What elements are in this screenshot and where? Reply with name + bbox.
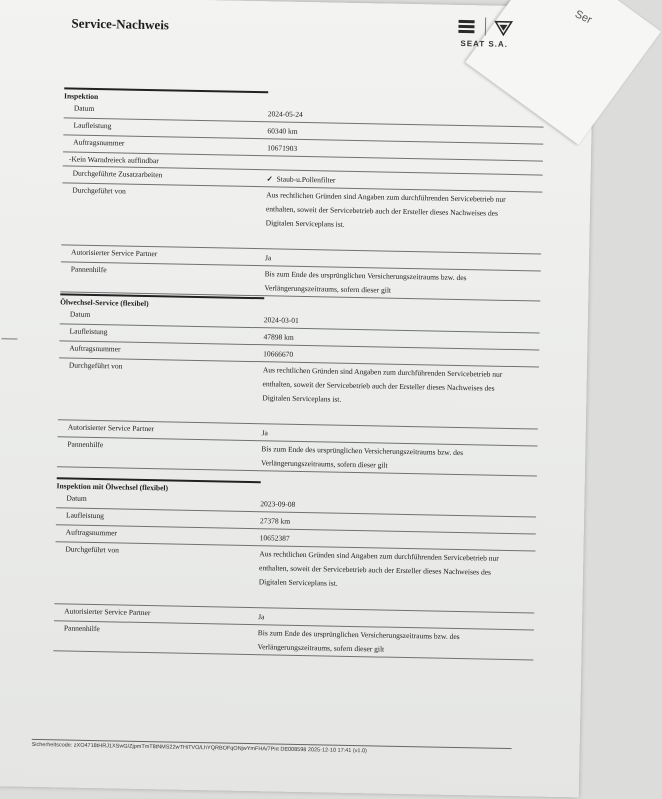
brand-block bbox=[439, 13, 530, 50]
section-oelwechsel bbox=[57, 293, 540, 476]
row-label: Durchgeführt von bbox=[59, 358, 263, 373]
section-heading: Inspektion mit Ölwechsel (flexibel) bbox=[57, 477, 261, 495]
row-label: Autorisierter Service Partner bbox=[61, 245, 265, 260]
row-label: Datum bbox=[64, 101, 268, 116]
row-label: Datum bbox=[56, 491, 260, 506]
row-value: Bis zum Ende des ursprünglichen Versicherungszeitraums bzw. des Verlängerungszeitraums, sofern dieser gilt bbox=[261, 441, 538, 475]
section-inspektion-oelwechsel bbox=[53, 477, 536, 660]
row-label: Durchgeführt von bbox=[55, 542, 259, 557]
row-value: Aus rechtlichen Gründen sind Angaben zum durchführenden Servicebetrieb nur enthalten, soweit der Servicebetrieb auch der Ersteller dieses Nachweises des Digitalen Serviceplans ist. bbox=[262, 362, 539, 410]
row-value: 10666670 bbox=[263, 345, 539, 366]
row-value: Bis zum Ende des ursprünglichen Versicherungszeitraums bzw. des Verlängerungszeitraums, sofern dieser gilt bbox=[257, 625, 534, 659]
row-value-text: Staub-u.Pollenfilter bbox=[276, 174, 335, 184]
row-value: 2024-03-01 bbox=[264, 311, 540, 332]
row-value: 27378 km bbox=[260, 512, 536, 533]
page-title: Service-Nachweis bbox=[71, 15, 169, 33]
row-label: -Kein Warndreieck auffindbar bbox=[63, 152, 363, 169]
section-inspektion bbox=[60, 87, 544, 301]
row-value: Ja bbox=[265, 249, 541, 270]
row-label: Autorisierter Service Partner bbox=[54, 604, 258, 619]
section-heading: Inspektion bbox=[64, 87, 268, 105]
row-label: Auftragsnummer bbox=[59, 341, 263, 356]
row-value: Ja bbox=[262, 424, 538, 445]
row-label: Pannenhilfe bbox=[61, 262, 265, 277]
row-label: Durchgeführt von bbox=[62, 183, 266, 198]
row-label: Laufleistung bbox=[56, 508, 260, 523]
row-value: Bis zum Ende des ursprünglichen Versicherungszeitraums bzw. des Verlängerungszeitraums, sofern dieser gilt bbox=[264, 266, 541, 300]
security-code-footer: Sicherheitscode: zXO4718tHRJ1XSwG/ZjpmTmT8tNMS22wTHiTVO/LhYQRBOFqONjwYmFHA/7Pnt DE008598 2025-12-10 17:41 (v1.0) bbox=[32, 739, 512, 757]
row-label: Pannenhilfe bbox=[57, 437, 261, 452]
margin-mark bbox=[1, 338, 17, 339]
row-value: Ja bbox=[258, 608, 534, 629]
underlying-sheet-text: Ser bbox=[573, 8, 594, 26]
row-label: Durchgeführte Zusatzarbeiten bbox=[63, 166, 267, 181]
row-label: Autorisierter Service Partner bbox=[58, 420, 262, 435]
row-label: Pannenhilfe bbox=[54, 621, 258, 636]
brand-name: SEAT S.A. bbox=[439, 39, 529, 50]
row-label: Auftragsnummer bbox=[63, 135, 267, 150]
checkmark-icon: ✓ bbox=[266, 172, 276, 186]
row-value: 2024-05-24 bbox=[268, 105, 544, 126]
row-value: 47898 km bbox=[263, 328, 539, 349]
seat-logo-icon bbox=[439, 13, 529, 41]
row-value: 10652387 bbox=[260, 529, 536, 550]
row-value: 2023-09-08 bbox=[260, 495, 536, 516]
row-value: Aus rechtlichen Gründen sind Angaben zum durchführenden Servicebetrieb nur enthalten, soweit der Servicebetrieb auch der Ersteller dieses Nachweises des Digitalen Serviceplans ist. bbox=[266, 187, 543, 235]
row-label: Auftragsnummer bbox=[56, 525, 260, 540]
row-label: Laufleistung bbox=[59, 324, 263, 339]
row-value: Aus rechtlichen Gründen sind Angaben zum durchführenden Servicebetrieb nur enthalten, soweit der Servicebetrieb auch der Ersteller dieses Nachweises des Digitalen Serviceplans ist. bbox=[259, 546, 536, 594]
row-label: Laufleistung bbox=[63, 118, 267, 133]
section-heading: Ölwechsel-Service (flexibel) bbox=[60, 293, 264, 311]
row-value: 10671903 bbox=[267, 139, 543, 160]
row-value: 60340 km bbox=[267, 122, 543, 143]
row-label: Datum bbox=[60, 307, 264, 322]
